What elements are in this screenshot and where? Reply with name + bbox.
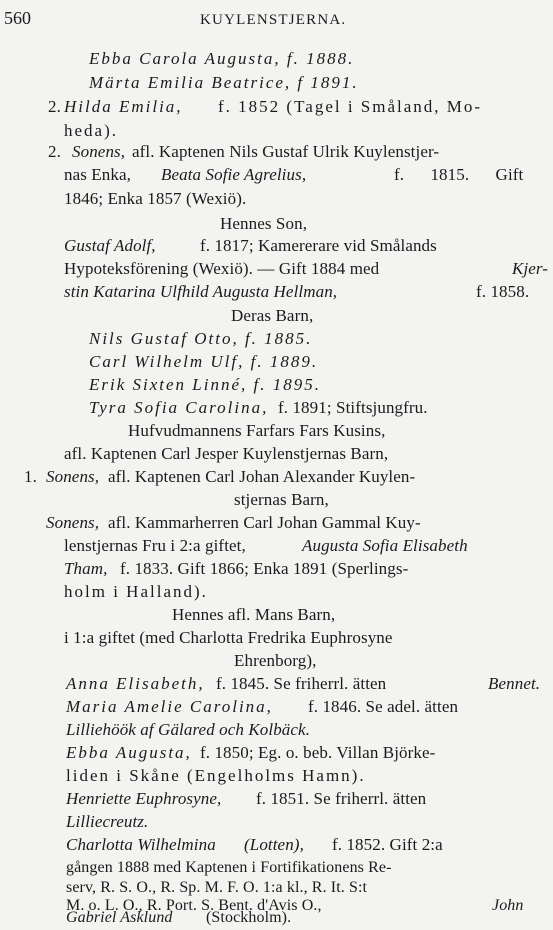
entry-text: f. 1833. Gift 1866; Enka 1891 (Sperlings-: [120, 559, 409, 578]
entry-text: afl. Kammarherren Carl Johan Gammal Kuy-: [108, 513, 421, 532]
entry-text: (Stockholm).: [206, 909, 292, 926]
entry-number: 2.: [48, 142, 61, 161]
subheading: Hennes afl. Mans Barn,: [172, 605, 336, 624]
entry-text: f. 1858.: [476, 282, 530, 301]
entry-text: f. 1817; Kamererare vid Smålands: [200, 236, 437, 255]
text-line: [0, 787, 553, 811]
entry-nils: Nils Gustaf Otto, f. 1885.: [89, 329, 313, 348]
entry-carl: Carl Wilhelm Ulf, f. 1889.: [89, 352, 319, 371]
entry-text: f. 1815. Gift: [394, 165, 524, 184]
entry-text: f. 1891; Stiftsjungfru.: [278, 398, 428, 417]
entry-text: f. 1850; Eg. o. beb. Villan Björke-: [200, 743, 436, 762]
page-number: 560: [4, 8, 31, 28]
text-line: [0, 603, 553, 627]
entry-name-john: John: [492, 897, 524, 914]
entry-name-gabriel: Gabriel Asklund: [66, 909, 173, 926]
entry-name-lotten: (Lotten),: [244, 835, 304, 854]
entry-name-ebba-augusta: Ebba Augusta,: [66, 743, 192, 762]
entry-name-sonens: Sonens,: [46, 467, 100, 486]
entry-number: 2.: [48, 97, 61, 116]
entry-name-kjerstin-cont: stin Katarina Ulfhild Augusta Hellman,: [64, 282, 338, 301]
subheading: Hennes Son,: [220, 214, 308, 233]
subheading: Ehrenborg),: [234, 651, 317, 670]
entry-name-anna: Anna Elisabeth,: [66, 674, 205, 693]
entry-number: 1.: [24, 467, 37, 486]
entry-text: heda).: [64, 121, 119, 140]
entry-text: liden i Skåne (Engelholms Hamn).: [66, 766, 366, 785]
entry-name-charlotta: Charlotta Wilhelmina: [66, 835, 216, 854]
entry-text: serv, R. S. O., R. Sp. M. F. O. 1:a kl., R. It. S:t: [66, 879, 368, 896]
entry-text: f. 1851. Se friherrl. ätten: [256, 789, 427, 808]
text-line: [0, 71, 553, 95]
entry-ebba-carola: Ebba Carola Augusta, f. 1888.: [89, 49, 355, 68]
text-line: [0, 557, 553, 581]
entry-text: afl. Kaptenen Nils Gustaf Ulrik Kuylenstjer-: [132, 142, 440, 161]
text-line: [0, 187, 553, 211]
text-line: [0, 47, 553, 71]
text-line: [0, 833, 553, 857]
family-name-link: Lilliehöök af Gälared och Kolbäck.: [66, 720, 311, 739]
text-line: [0, 626, 553, 650]
entry-text: f. 1852 (Tagel i Småland, Mo-: [218, 97, 483, 116]
subheading: Deras Barn,: [231, 306, 314, 325]
text-line: [0, 511, 553, 535]
entry-text: holm i Halland).: [64, 582, 208, 601]
entry-name-tyra: Tyra Sofia Carolina,: [89, 398, 269, 417]
entry-text: afl. Kaptenen Carl Johan Alexander Kuylen-: [108, 467, 416, 486]
text-line: [0, 327, 553, 351]
text-line: [0, 649, 553, 673]
text-line: [0, 764, 553, 788]
text-line: [0, 741, 553, 765]
text-line: [0, 280, 553, 304]
text-line: [0, 419, 553, 443]
entry-text: f. 1852. Gift 2:a: [332, 835, 443, 854]
entry-text: f. 1845. Se friherrl. ätten: [216, 674, 387, 693]
entry-name-kjerstin: Kjer-: [512, 259, 549, 278]
text-line: [0, 212, 553, 236]
text-line: [0, 718, 553, 742]
entry-name-sonens: Sonens,: [72, 142, 126, 161]
text-line: [0, 534, 553, 558]
entry-name-beata: Beata Sofie Agrelius,: [161, 165, 307, 184]
running-title: KUYLENSTJERNA.: [200, 12, 347, 28]
text-line: [0, 465, 553, 489]
entry-text: Hypoteksförening (Wexiö). — Gift 1884 med: [64, 259, 380, 278]
text-line: [0, 810, 553, 834]
entry-text: M. o. L. O., R. Port. S. Bent. d'Avis O.,: [66, 897, 322, 914]
entry-text: lenstjernas Fru i 2:a giftet,: [64, 536, 246, 555]
text-line: [0, 396, 553, 420]
text-line: [0, 350, 553, 374]
subheading: Hufvudmannens Farfars Fars Kusins,: [128, 421, 386, 440]
text-line: [0, 163, 553, 187]
text-line: [0, 257, 553, 281]
entry-name-henriette: Henriette Euphrosyne,: [66, 789, 222, 808]
text-line: [0, 488, 553, 512]
entry-name-tham: Tham,: [64, 559, 108, 578]
entry-text: f. 1846. Se adel. ätten: [308, 697, 459, 716]
entry-name-gustaf: Gustaf Adolf,: [64, 236, 156, 255]
entry-name-sonens: Sonens,: [46, 513, 100, 532]
family-name-link: Bennet.: [488, 674, 541, 693]
family-name-link: Lilliecreutz.: [66, 812, 149, 831]
entry-text: stjernas Barn,: [234, 490, 329, 509]
entry-marta: Märta Emilia Beatrice, f 1891.: [89, 73, 359, 92]
entry-name-augusta: Augusta Sofia Elisabeth: [302, 536, 468, 555]
text-line: [0, 373, 553, 397]
text-line: [0, 695, 553, 719]
subheading: afl. Kaptenen Carl Jesper Kuylenstjernas Barn,: [64, 444, 389, 463]
text-line: [0, 580, 553, 604]
entry-text: nas Enka,: [64, 165, 131, 184]
text-line: [0, 906, 553, 930]
entry-text: 1846; Enka 1857 (Wexiö).: [64, 189, 247, 208]
entry-name-hilda: Hilda Emilia,: [64, 97, 183, 116]
text-line: [0, 304, 553, 328]
entry-erik: Erik Sixten Linné, f. 1895.: [89, 375, 322, 394]
text-line: [0, 140, 553, 164]
entry-name-maria: Maria Amelie Carolina,: [66, 697, 273, 716]
text-line: [0, 95, 553, 119]
subheading: i 1:a giftet (med Charlotta Fredrika Euphrosyne: [64, 628, 393, 647]
text-line: [0, 234, 553, 258]
text-line: [0, 442, 553, 466]
entry-text: gången 1888 med Kaptenen i Fortifikationens Re-: [66, 859, 392, 876]
text-line: [0, 672, 553, 696]
